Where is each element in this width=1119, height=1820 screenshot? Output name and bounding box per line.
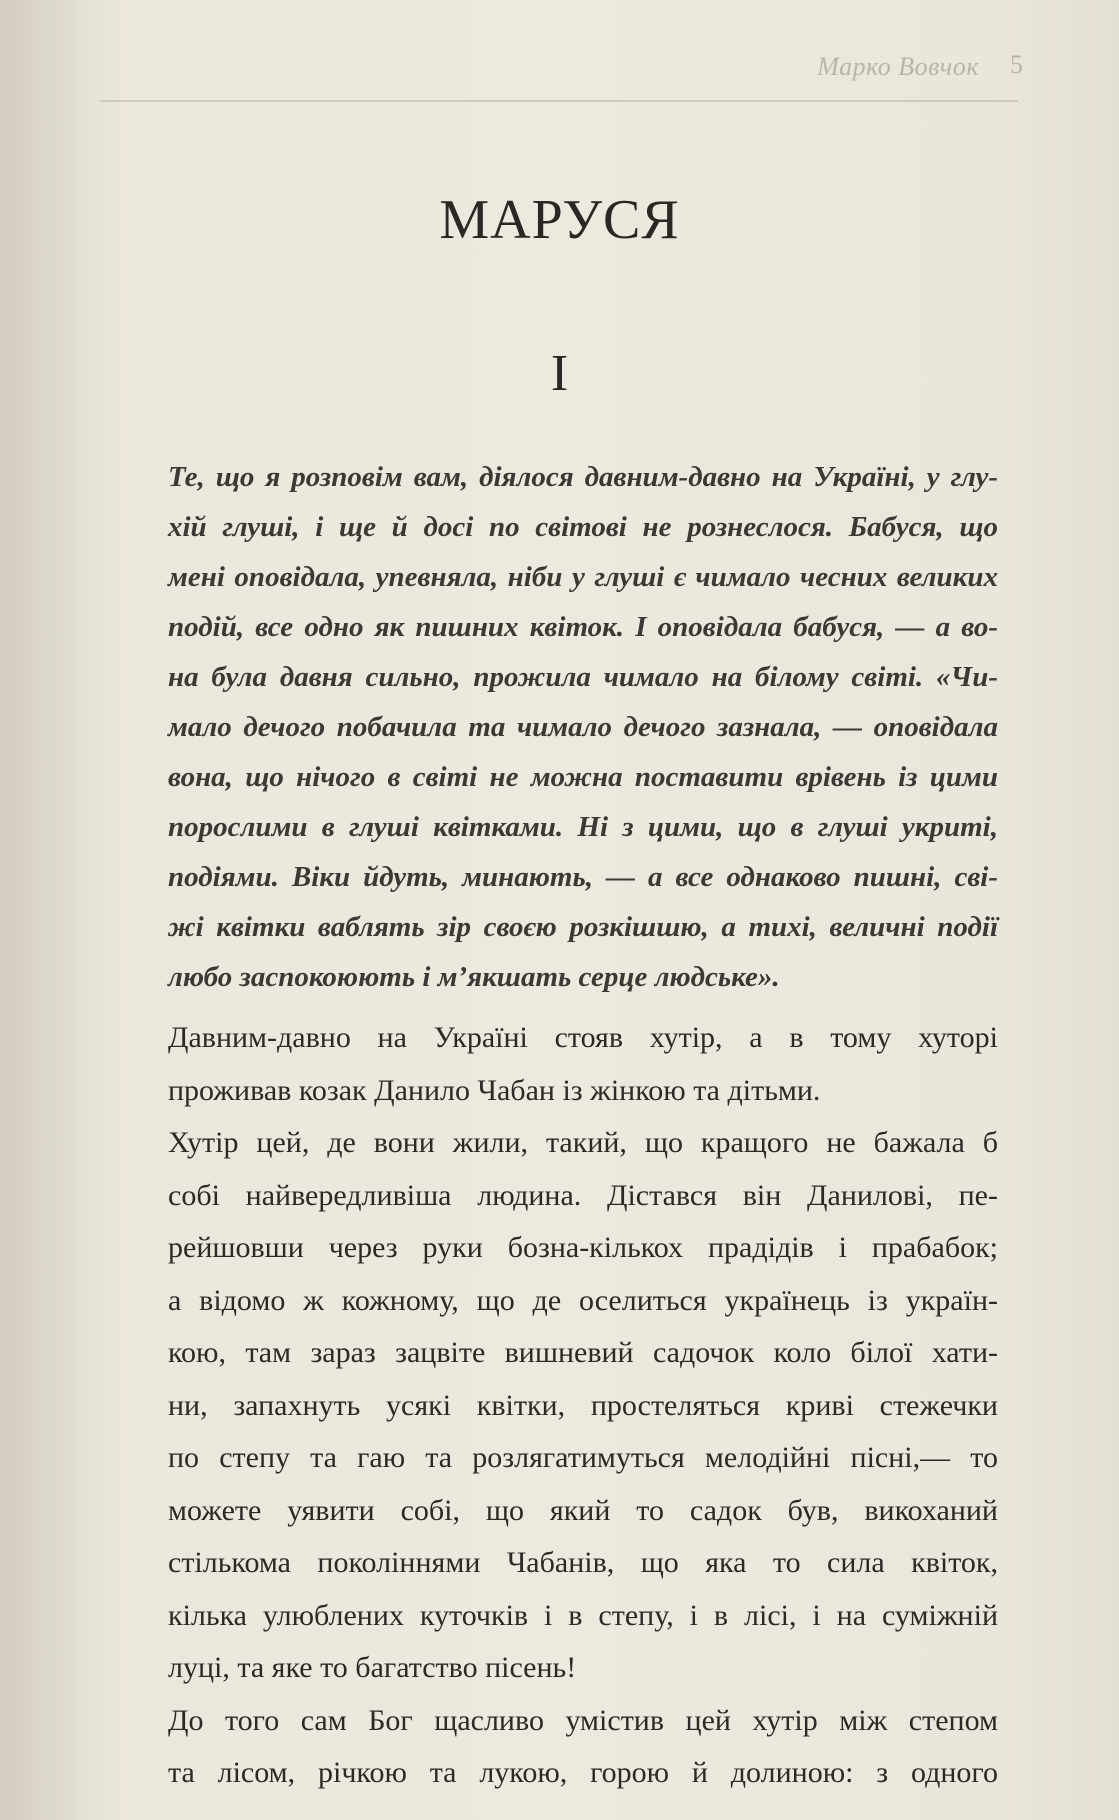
epigraph-line: Те, що я розповім вам, діялося давним-давно на Україні, у глу- (168, 461, 998, 493)
body-line: Давним-давно на Україні стояв хутір, а в тому хуторі (168, 1021, 998, 1054)
body-line: можете уявити собі, що який то садок був, викоханий (168, 1493, 998, 1527)
chapter-number: I (550, 345, 569, 402)
body-line: рейшовши через руки бозна-кількох прадідів і прабабок; (168, 1231, 998, 1264)
epigraph (168, 452, 998, 1002)
epigraph-line: жі квітки ваблять зір своєю розкішшю, а тихі, величні події (168, 911, 998, 943)
body-line: стількома поколіннями Чабанів, що яка то сила квіток, (168, 1546, 998, 1579)
body-line: кілька улюблених куточків і в степу, і в лісі, і на суміжній (168, 1598, 998, 1632)
body-line: кою, там зараз зацвіте вишневий садочок коло білої хати- (168, 1336, 998, 1369)
body-line: по степу та гаю та розлягатимуться мелодійні пісні,— то (168, 1441, 998, 1474)
page-number: 5 (1010, 50, 1023, 79)
epigraph-line: вона, що нічого в світі не можна поставити врівень із цими (168, 761, 998, 793)
epigraph-line: хій глуші, і ще й досі по світові не рознеслося. Бабуся, що (168, 511, 998, 543)
epigraph-line: подій, все одно як пишних квіток. І оповідала бабуся, — а во- (168, 611, 998, 643)
epigraph-line: мені оповідала, упевняла, ніби у глуші є чимало чесних великих (168, 561, 998, 593)
body-line: собі найвередливіша людина. Дістався він Данилові, пе- (168, 1178, 998, 1212)
body-line: та лісом, річкою та лукою, горою й долиною: з одного (168, 1756, 998, 1789)
epigraph-line: подіями. Віки йдуть, минають, — а все однаково пишні, сві- (168, 861, 998, 893)
epigraph-line: мало дечого побачила та чимало дечого зазнала, — оповідала (168, 711, 998, 743)
header-rule (100, 100, 1018, 102)
running-head: Марко Вовчок (817, 52, 979, 81)
body-line: ни, запахнуть усякі квітки, простеляться криві стежечки (168, 1388, 998, 1422)
gutter-shadow (0, 0, 110, 1820)
body-line: луці, та яке то багатство пісень! (168, 1651, 577, 1684)
body-line: проживав козак Данило Чабан із жінкою та дітьми. (168, 1073, 821, 1107)
story-title: МАРУСЯ (439, 189, 680, 251)
epigraph-line: на була давня сильно, прожила чимало на білому світі. «Чи- (168, 661, 998, 693)
epigraph-line: порослими в глуші квітками. Ні з цими, що в глуші укриті, (168, 811, 998, 843)
body-line: До того сам Бог щасливо умістив цей хутір між степом (168, 1703, 998, 1737)
body-text (168, 1012, 998, 1800)
body-line: Хутір цей, де вони жили, такий, що кращого не бажала б (168, 1126, 998, 1159)
body-line: а відомо ж кожному, що де оселиться українець із україн- (168, 1283, 998, 1317)
epigraph-line: любо заспокоюють і м’якшать серце людське». (168, 961, 780, 993)
